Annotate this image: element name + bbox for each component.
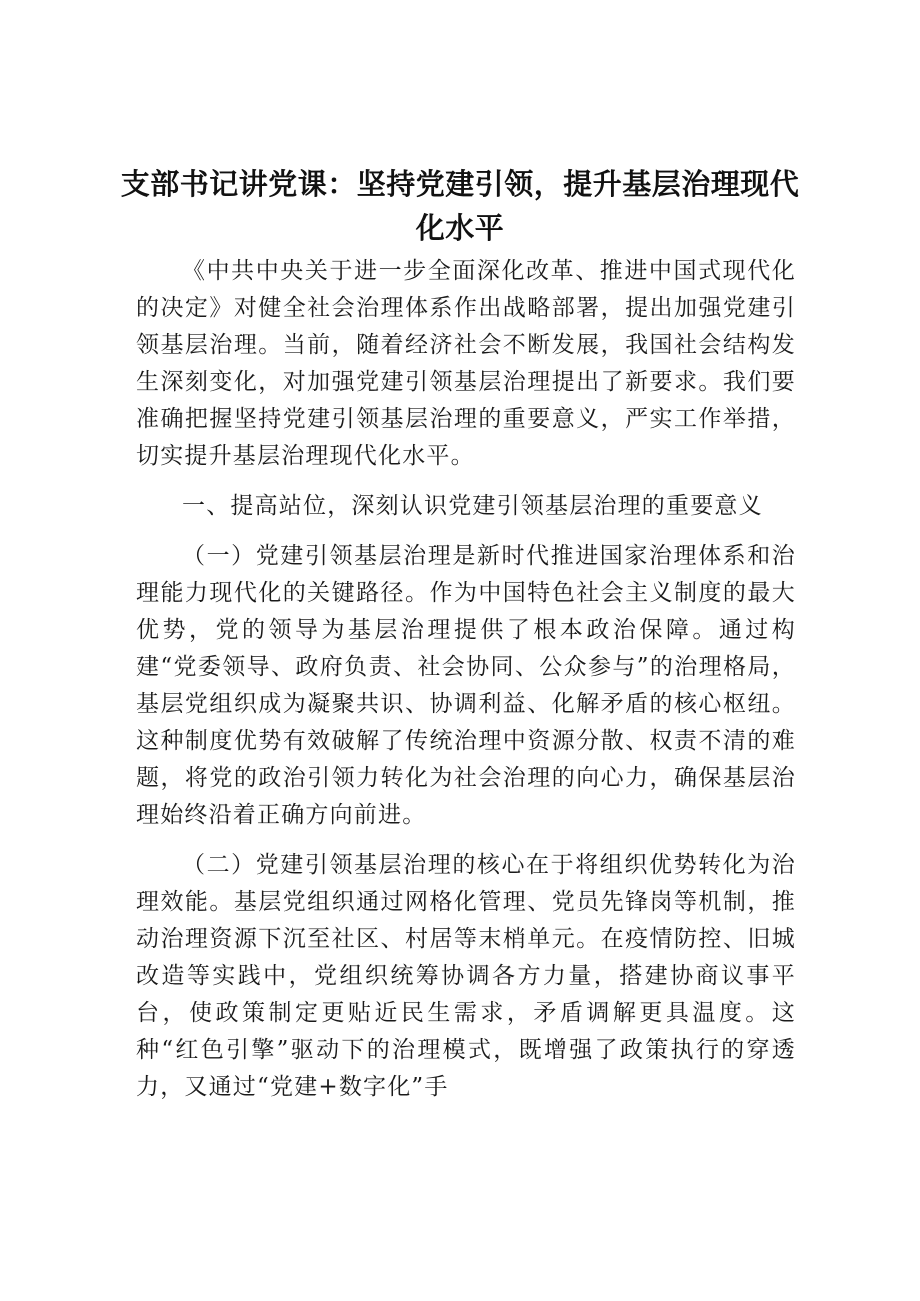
- subsection-paragraph-2: （二）党建引领基层治理的核心在于将组织优势转化为治理效能。基层党组织通过网格化管理、党员先锋岗等机制，推动治理资源下沉至社区、村居等末梢单元。在疫情防控、旧城改造等实践中，党组织统筹协调各方力量，搭建协商议事平台，使政策制定更贴近民生需求，矛盾调解更具温度。这种“红色引擎”驱动下的治理模式，既增强了政策执行的穿透力，又通过“党建+数字化”手: [136, 852, 796, 1100]
- intro-paragraph: 《中共中央关于进一步全面深化改革、推进中国式现代化的决定》对健全社会治理体系作出战略部署，提出加强党建引领基层治理。当前，随着经济社会不断发展，我国社会结构发生深刻变化，对加强党建引领基层治理提出了新要求。我们要准确把握坚持党建引领基层治理的重要意义，严实工作举措，切实提升基层治理现代化水平。: [136, 258, 796, 469]
- section-heading-1: 一、提高站位，深刻认识党建引领基层治理的重要意义: [182, 493, 763, 519]
- subsection-paragraph-1: （一）党建引领基层治理是新时代推进国家治理体系和治理能力现代化的关键路径。作为中国特色社会主义制度的最大优势，党的领导为基层治理提供了根本政治保障。通过构建“党委领导、政府负责、社会协同、公众参与”的治理格局，基层党组织成为凝聚共识、协调利益、化解矛盾的核心枢纽。这种制度优势有效破解了传统治理中资源分散、权责不清的难题，将党的政治引领力转化为社会治理的向心力，确保基层治理始终沿着正确方向前进。: [136, 543, 796, 828]
- document-title: 支部书记讲党课：坚持党建引领，提升基层治理现代化水平: [120, 167, 800, 245]
- document-body: [136, 253, 796, 1106]
